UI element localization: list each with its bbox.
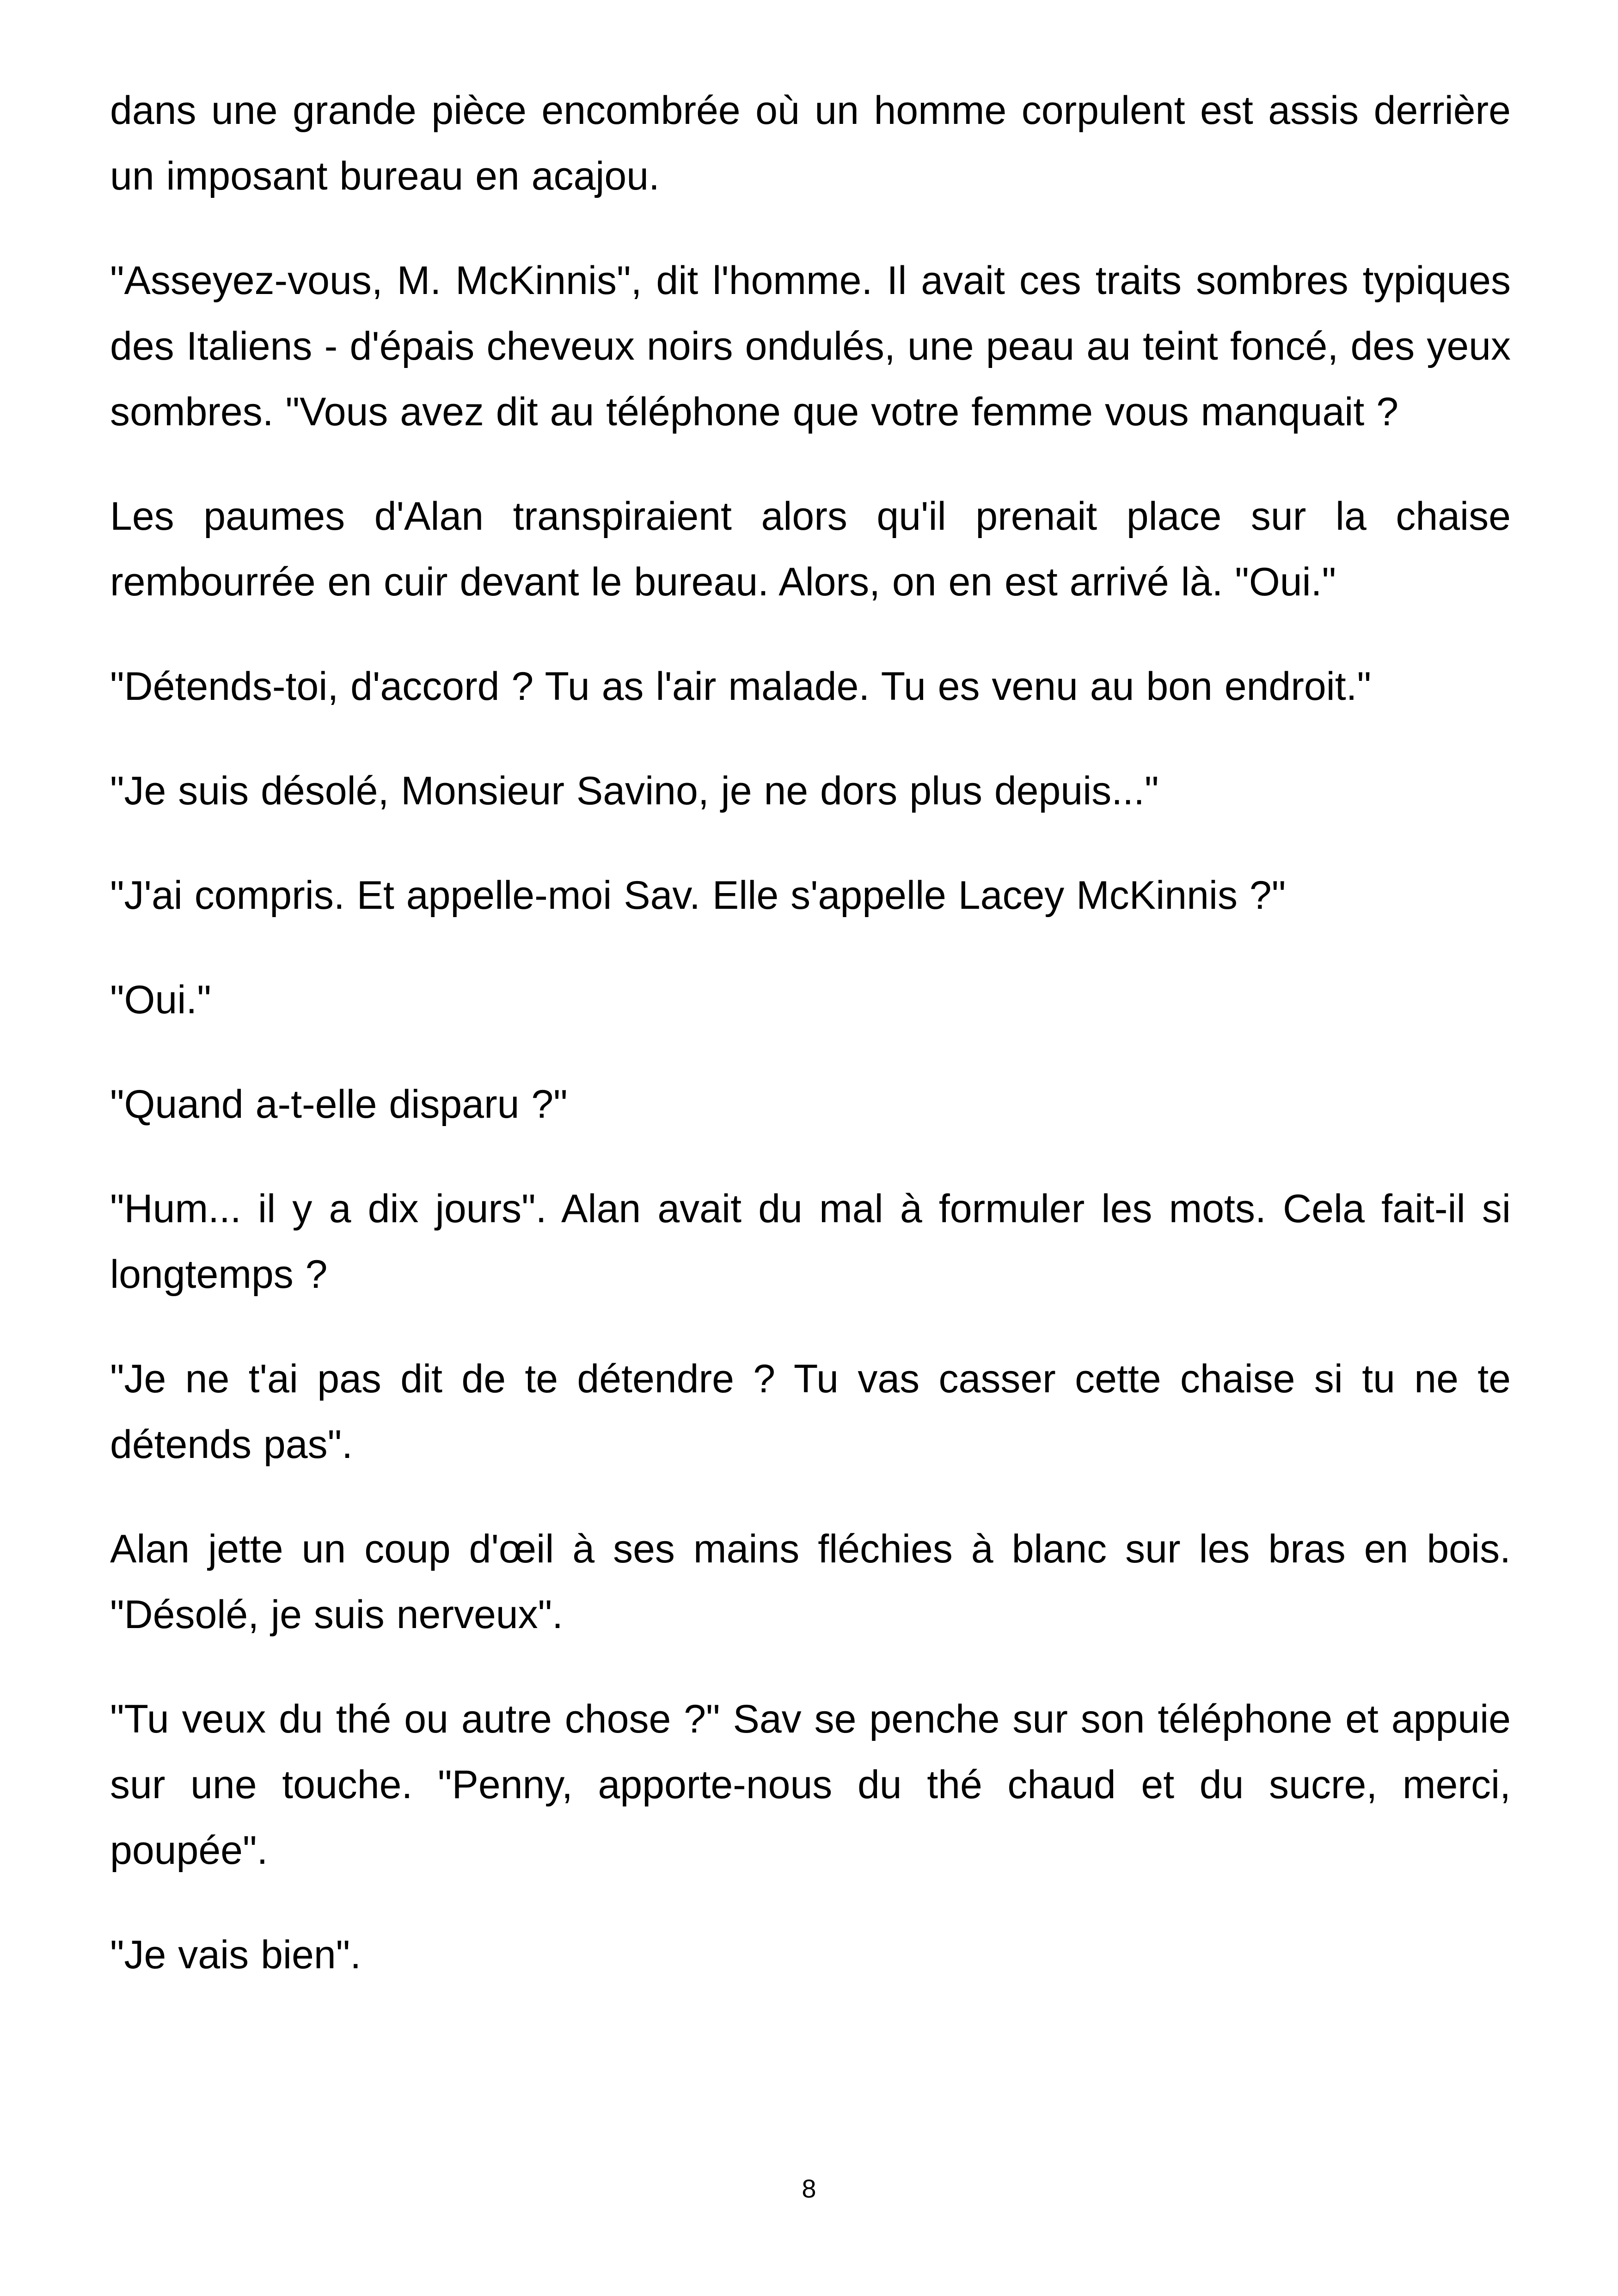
paragraph: "Tu veux du thé ou autre chose ?" Sav se penche sur son téléphone et appuie sur une touche. "Penny, apporte-nous du thé chaud et du sucre, merci, poupée".	[110, 1697, 1511, 1873]
paragraph: "Je suis désolé, Monsieur Savino, je ne dors plus depuis..."	[110, 769, 1159, 813]
paragraph: "Hum... il y a dix jours". Alan avait du mal à formuler les mots. Cela fait-il si longtemps ?	[110, 1187, 1511, 1297]
paragraph: "J'ai compris. Et appelle-moi Sav. Elle s'appelle Lacey McKinnis ?"	[110, 873, 1286, 918]
paragraph: "Détends-toi, d'accord ? Tu as l'air malade. Tu es venu au bon endroit."	[110, 664, 1372, 709]
paragraph: "Quand a-t-elle disparu ?"	[110, 1082, 568, 1127]
paragraph: Les paumes d'Alan transpiraient alors qu'il prenait place sur la chaise rembourrée en cuir devant le bureau. Alors, on en est arrivé là. "Oui."	[110, 494, 1511, 604]
paragraph: "Oui."	[110, 978, 211, 1022]
paragraph: Alan jette un coup d'œil à ses mains fléchies à blanc sur les bras en bois. "Désolé, je suis nerveux".	[110, 1527, 1511, 1637]
page-number: 8	[802, 2174, 816, 2203]
paragraph: dans une grande pièce encombrée où un homme corpulent est assis derrière un imposant bureau en acajou.	[110, 88, 1511, 198]
paragraph: "Je vais bien".	[110, 1933, 362, 1977]
paragraph: "Asseyez-vous, M. McKinnis", dit l'homme. Il avait ces traits sombres typiques des Italiens - d'épais cheveux noirs ondulés, une peau au teint foncé, des yeux sombres. "Vous avez dit au téléphone que votre femme vous manquait ?	[110, 258, 1511, 434]
text-body	[110, 78, 1511, 2027]
paragraph: "Je ne t'ai pas dit de te détendre ? Tu vas casser cette chaise si tu ne te détends pas".	[110, 1357, 1511, 1467]
